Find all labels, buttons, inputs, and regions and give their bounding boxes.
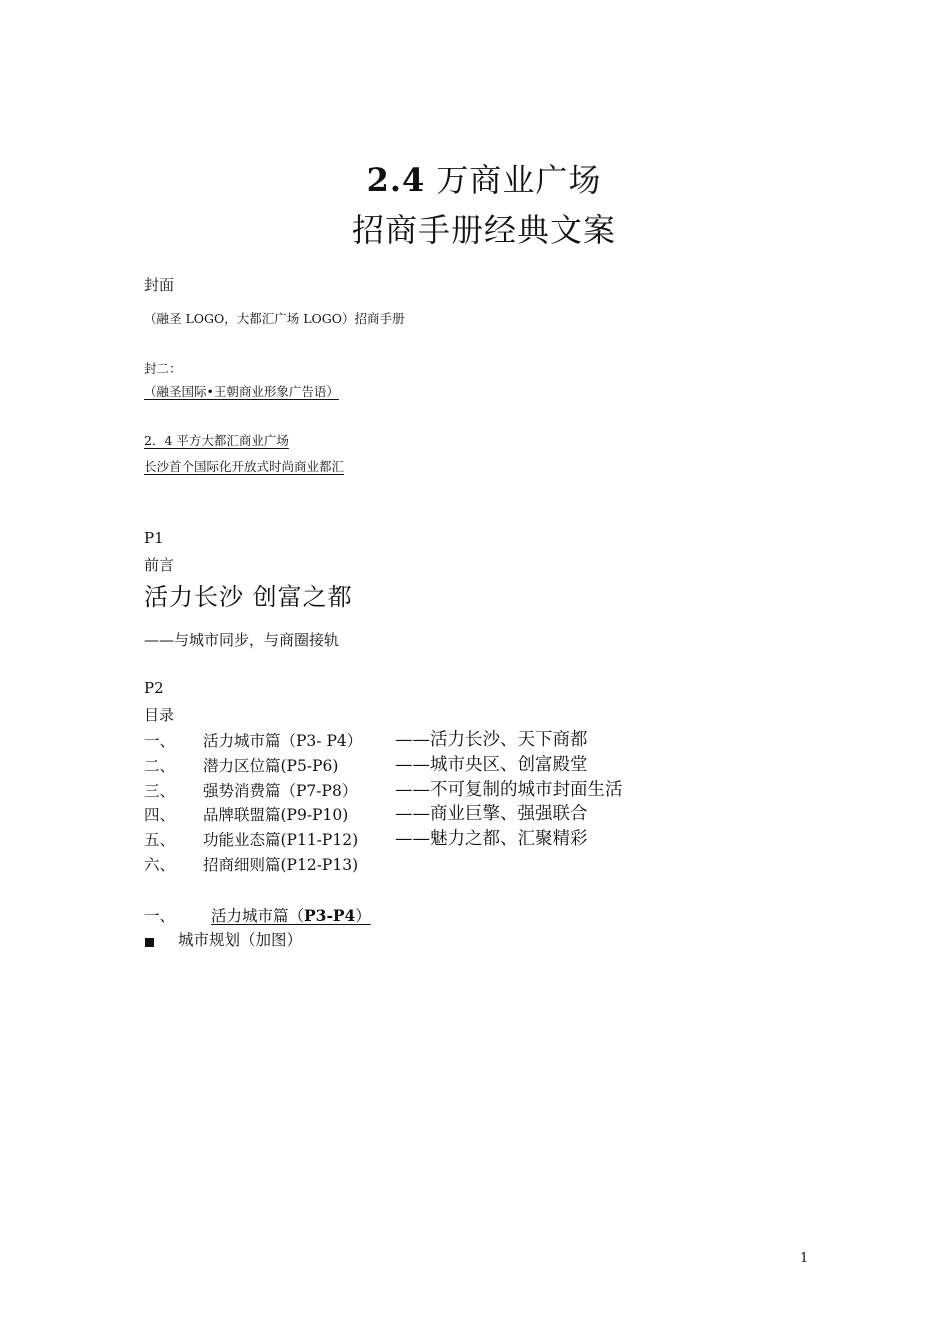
p2-page-label: P2 [144, 679, 164, 697]
toc-chapter-name: 功能业态篇(P11-P12) [203, 831, 359, 849]
toc-chapter-name: 招商细则篇(P12-P13) [203, 856, 359, 874]
toc-number: 四、 [144, 806, 176, 824]
toc-chapter-name: 潜力区位篇(P5-P6) [203, 757, 339, 775]
p2-section-label: 目录 [144, 706, 175, 724]
section1-pages: P3-P4 [304, 906, 356, 925]
bullet-item-text: 城市规划（加图） [178, 931, 303, 949]
p1-subline: ——与城市同步，与商圈接轨 [144, 631, 340, 649]
cover2-heading: 封二： [144, 361, 182, 376]
cover2-line1: 2．4 平方大都汇商业广场 [144, 433, 289, 448]
toc-number: 二、 [144, 757, 176, 775]
toc-chapter-name: 品牌联盟篇(P9-P10) [203, 806, 349, 824]
toc-chapter-name: 强势消费篇（P7-P8） [203, 782, 358, 800]
toc-number: 三、 [144, 782, 176, 800]
document-title-line1 [0, 155, 950, 201]
section1-number: 一、 [144, 907, 176, 925]
toc-slogan: ——商业巨擎、强强联合 [395, 804, 588, 824]
toc-chapter-name: 活力城市篇（P3- P4） [203, 732, 363, 750]
toc-number: 五、 [144, 831, 176, 849]
section1-name: 活力城市篇（ [211, 907, 305, 925]
toc-number: 一、 [144, 732, 176, 750]
title-number: 2.4 [366, 161, 426, 199]
cover-text: （融圣 LOGO，大都汇广场 LOGO）招商手册 [144, 311, 405, 326]
section1-close: ） [355, 907, 371, 925]
toc-slogan: ——不可复制的城市封面生活 [395, 780, 623, 800]
document-title-line2: 招商手册经典文案 [351, 211, 616, 249]
bullet-square-icon [145, 932, 154, 951]
page-number: 1 [800, 1251, 809, 1266]
cover-heading: 封面 [144, 276, 175, 294]
toc-slogan: ——活力长沙、天下商都 [395, 730, 588, 750]
toc-number: 六、 [144, 856, 176, 874]
toc-slogan: ——城市央区、创富殿堂 [395, 755, 588, 775]
p1-section-label: 前言 [144, 556, 175, 574]
title-text: 万商业广场 [425, 161, 602, 199]
p1-page-label: P1 [144, 529, 164, 547]
p1-headline: 活力长沙 创富之都 [144, 583, 353, 611]
toc-slogan: ——魅力之都、汇聚精彩 [395, 829, 588, 849]
cover2-line2: 长沙首个国际化开放式时尚商业都汇 [144, 459, 345, 474]
section1-heading [211, 904, 371, 926]
cover2-slogan: （融圣国际•王朝商业形象广告语） [144, 384, 339, 399]
